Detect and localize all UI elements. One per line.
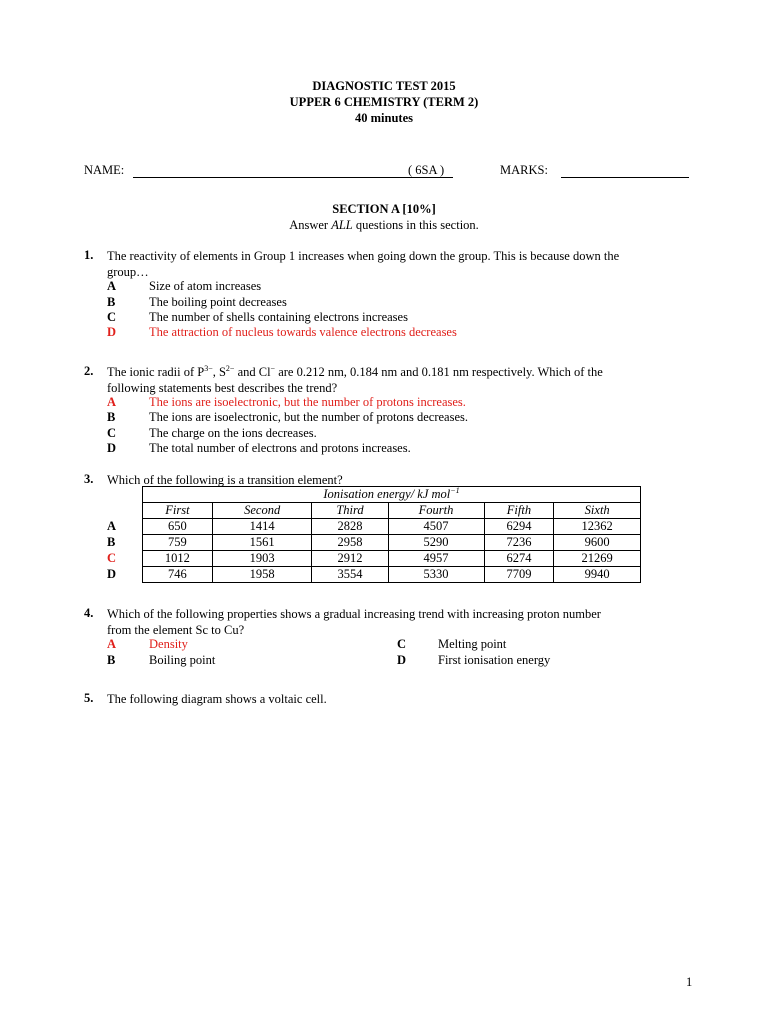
table-title: Ionisation energy/ kJ mol$^{-1}$ [143,487,641,503]
table-cell: 4507 [388,519,484,535]
q2-option-d-letter: D [107,441,117,455]
q2-option-c: The charge on the ions decreases. [149,426,317,440]
q4-option-a-letter: A [107,637,117,651]
name-label: NAME: [84,163,125,177]
question-4-number: 4. [84,606,94,620]
section-title: SECTION A [10%] [332,202,436,216]
q4-option-b: Boiling point [149,653,216,667]
q1-option-d-answer: The attraction of nucleus towards valence electrons decreases [149,325,457,339]
ionisation-energy-table [142,486,641,583]
class-label: ( 6SA ) [408,163,445,177]
col-header-third: Third [312,503,388,519]
table-cell: 759 [143,535,213,551]
table-cell: 2828 [312,519,388,535]
q1-option-a: Size of atom increases [149,279,262,293]
table-cell: 12362 [554,519,641,535]
section-instruction: Answer ALL questions in this section. [289,218,479,232]
table-cell: 1561 [212,535,312,551]
table-cell: 6294 [484,519,554,535]
q1-option-a-letter: A [107,279,117,293]
question-5-number: 5. [84,691,94,705]
question-5-text: The following diagram shows a voltaic cell. [107,692,327,706]
table-row [143,519,641,535]
table-cell: 2912 [312,551,388,567]
table-row [143,535,641,551]
col-header-sixth: Sixth [554,503,641,519]
q4-option-c-letter: C [397,637,407,651]
question-2-text: The ionic radii of $P^{3-}$, $S^{2-}$ and Cl− are 0.212 nm, 0.184 nm and 0.181 nm respectively. Which of the following statements best describes the trend? [107,363,603,395]
page-number: 1 [686,975,693,989]
q2-option-b-letter: B [107,410,116,424]
name-field[interactable] [133,177,453,178]
q2-option-d: The total number of electrons and protons increases. [149,441,411,455]
q2-option-a-answer: The ions are isoelectronic, but the number of protons increases. [149,395,466,409]
table-cell: 4957 [388,551,484,567]
col-header-first: First [143,503,213,519]
question-1-number: 1. [84,248,94,262]
table-cell: 650 [143,519,213,535]
q4-option-b-letter: B [107,653,116,667]
table-cell: 1012 [143,551,213,567]
col-header-second: Second [212,503,312,519]
q4-option-d: First ionisation energy [438,653,551,667]
marks-label: MARKS: [500,163,548,177]
test-subtitle: UPPER 6 CHEMISTRY (TERM 2) [289,95,479,109]
q2-option-a-letter: A [107,395,117,409]
table-cell: 746 [143,567,213,583]
table-cell: 3554 [312,567,388,583]
table-cell: 7236 [484,535,554,551]
table-cell: 5290 [388,535,484,551]
table-cell: 21269 [554,551,641,567]
q1-option-c-letter: C [107,310,117,324]
table-cell: 7709 [484,567,554,583]
marks-field[interactable] [561,177,689,178]
q1-option-c: The number of shells containing electrons increases [149,310,408,324]
table-cell: 5330 [388,567,484,583]
q1-option-b-letter: B [107,295,116,309]
table-cell: 2958 [312,535,388,551]
col-header-fourth: Fourth [388,503,484,519]
col-header-fifth: Fifth [484,503,554,519]
table-cell: 1903 [212,551,312,567]
test-title: DIAGNOSTIC TEST 2015 [312,79,456,93]
table-cell: 1414 [212,519,312,535]
q3-row-label-a: A [107,519,117,533]
question-2-number: 2. [84,364,94,378]
test-duration: 40 minutes [355,111,413,125]
table-cell: 9600 [554,535,641,551]
q4-option-c: Melting point [438,637,507,651]
question-4-text: Which of the following properties shows a gradual increasing trend with increasing proton number from the element Sc to Cu? [107,607,601,637]
q4-option-d-letter: D [397,653,407,667]
q3-row-label-d: D [107,567,117,581]
q2-option-b: The ions are isoelectronic, but the number of protons decreases. [149,410,468,424]
table-cell: 6274 [484,551,554,567]
table-cell: 9940 [554,567,641,583]
table-row [143,567,641,583]
q1-option-d-letter: D [107,325,117,339]
question-3-text: Which of the following is a transition element? [107,473,343,487]
table-cell: 1958 [212,567,312,583]
table-row [143,551,641,567]
q3-row-label-c-answer: C [107,551,117,565]
question-3-number: 3. [84,472,94,486]
q4-option-a-answer: Density [149,637,188,651]
q3-row-label-b: B [107,535,116,549]
q1-option-b: The boiling point decreases [149,295,287,309]
question-1-text: The reactivity of elements in Group 1 increases when going down the group. This is because down the group… [107,249,620,279]
q2-option-c-letter: C [107,426,117,440]
